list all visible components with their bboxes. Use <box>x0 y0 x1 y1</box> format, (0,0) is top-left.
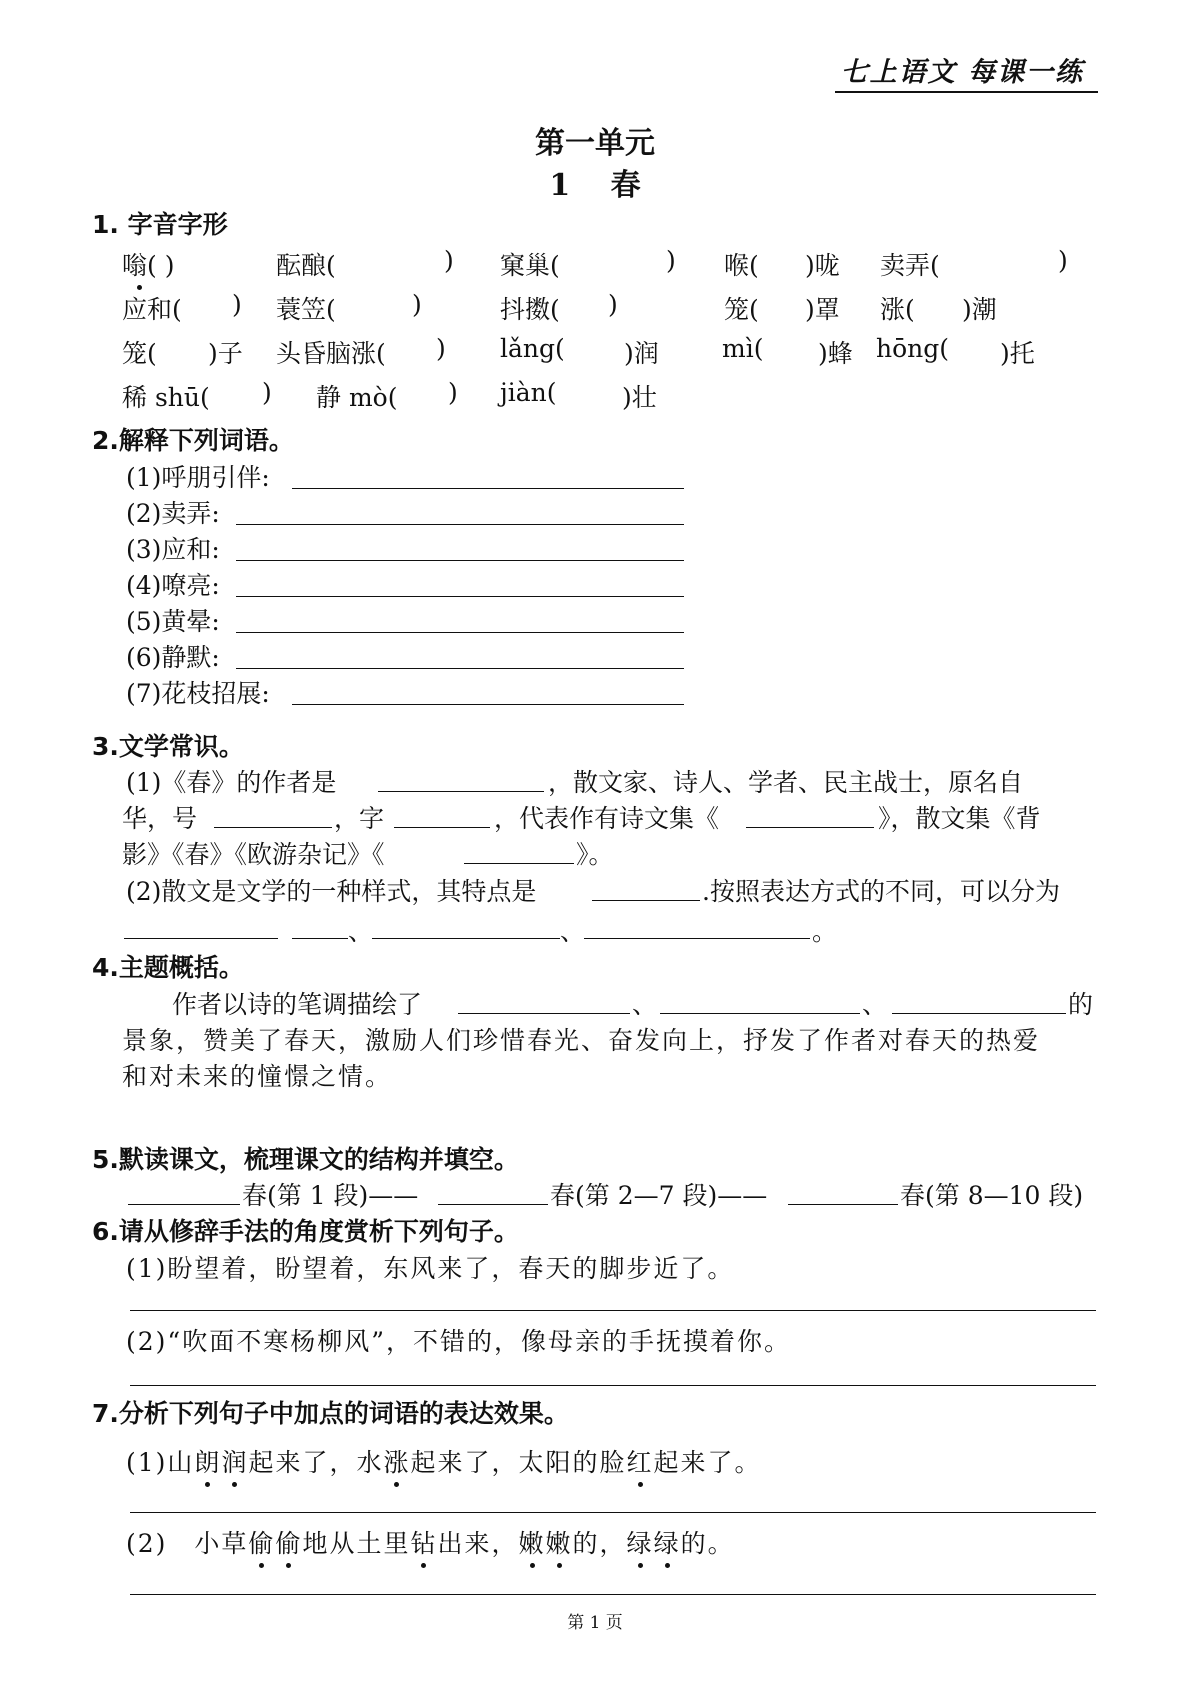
answer-line[interactable] <box>124 938 278 939</box>
pinyin-item: 笼( <box>122 339 157 368</box>
answer-line[interactable] <box>130 1385 1096 1386</box>
analysis-text: (2) 小草 <box>126 1529 249 1558</box>
analysis-text: (1)山 <box>126 1448 195 1477</box>
rhetoric-question: (1)盼望着，盼望着，东风来了，春天的脚步近了。 <box>126 1254 735 1283</box>
answer-line[interactable] <box>746 827 874 828</box>
lit-text: 、 <box>560 917 586 946</box>
vocab-label: (3)应和: <box>126 535 220 564</box>
pinyin-row-1 <box>0 246 1190 278</box>
answer-line[interactable] <box>236 524 684 525</box>
page-number: 第 1 页 <box>567 1613 623 1633</box>
answer-line[interactable] <box>292 938 348 939</box>
section-2-heading: 2.解释下列词语。 <box>92 426 294 455</box>
theme-text: 、 <box>632 990 658 1019</box>
pinyin-row-4 <box>0 378 1190 410</box>
pinyin-item: ) <box>436 334 446 363</box>
answer-line[interactable] <box>130 1512 1096 1513</box>
pinyin-item: 头昏脑涨( <box>276 339 386 368</box>
structure-text: 春(第 8—10 段) <box>900 1181 1084 1210</box>
answer-line[interactable] <box>292 704 684 705</box>
lit-line-3 <box>0 835 1190 869</box>
theme-text: 的 <box>1068 990 1094 1019</box>
answer-line[interactable] <box>438 1204 548 1205</box>
pinyin-item: ) <box>444 246 454 275</box>
dotted-char: 偷 <box>248 1524 275 1560</box>
answer-line[interactable] <box>592 900 700 901</box>
vocab-label: (6)静默: <box>126 643 220 672</box>
section-7-heading: 7.分析下列句子中加点的词语的表达效果。 <box>92 1399 569 1428</box>
vocab-label: (1)呼朋引伴: <box>126 463 270 492</box>
vocab-label: (7)花枝招展: <box>126 679 270 708</box>
pinyin-row-2 <box>0 290 1190 322</box>
lit-line-5 <box>0 910 1190 944</box>
answer-line[interactable] <box>130 1310 1096 1311</box>
pinyin-item: 嗡( <box>122 246 157 282</box>
analysis-question <box>126 1524 735 1560</box>
dotted-char: 嫩 <box>519 1524 546 1560</box>
pinyin-item: )壮 <box>622 383 657 412</box>
answer-line[interactable] <box>236 560 684 561</box>
answer-line[interactable] <box>236 632 684 633</box>
analysis-question <box>126 1443 762 1479</box>
dotted-char: 绿 <box>627 1524 654 1560</box>
dotted-char: 绿 <box>654 1524 681 1560</box>
answer-line[interactable] <box>214 827 332 828</box>
pinyin-item: 蓑笠( <box>276 295 336 324</box>
structure-text: 春(第 2—7 段)—— <box>550 1181 768 1210</box>
pinyin-item: ) <box>448 378 458 407</box>
pinyin-item: jiàn( <box>500 378 557 407</box>
pinyin-item: )子 <box>208 339 243 368</box>
vocab-label: (2)卖弄: <box>126 499 220 528</box>
pinyin-item: ) <box>262 378 272 407</box>
pinyin-item: 喉( <box>724 251 759 280</box>
lit-text: 、 <box>348 917 374 946</box>
pinyin-item: lǎng( <box>500 334 565 363</box>
section-6-heading: 6.请从修辞手法的角度赏析下列句子。 <box>92 1217 519 1246</box>
pinyin-item: )咙 <box>805 251 840 280</box>
pinyin-item: )蜂 <box>818 339 853 368</box>
pinyin-item: )托 <box>1000 339 1035 368</box>
pinyin-item: hōng( <box>876 334 950 363</box>
answer-line[interactable] <box>130 1594 1096 1595</box>
answer-line[interactable] <box>236 668 684 669</box>
answer-line[interactable] <box>892 1013 1066 1014</box>
lit-line-2 <box>0 799 1190 833</box>
analysis-text: 起来了，水 <box>248 1448 384 1477</box>
lit-text: ，散文家、诗人、学者、民主战士，原名自 <box>548 768 1024 797</box>
answer-line[interactable] <box>128 1204 240 1205</box>
lit-line-1 <box>0 763 1190 797</box>
analysis-text: 地从土里 <box>302 1529 411 1558</box>
answer-line[interactable] <box>458 1013 630 1014</box>
pinyin-item: 静 mò( <box>316 383 398 412</box>
pinyin-item: )润 <box>624 339 659 368</box>
pinyin-item: ) <box>232 290 242 319</box>
lit-line-4 <box>0 872 1190 906</box>
pinyin-item: )潮 <box>962 295 997 324</box>
lit-text: 。 <box>812 917 838 946</box>
pinyin-item: 稀 shū( <box>122 383 210 412</box>
lit-text: 华，号 <box>122 804 198 833</box>
dotted-char: 润 <box>221 1443 248 1479</box>
unit-title: 第一单元 <box>535 126 655 161</box>
structure-text: 春(第 1 段)—— <box>242 1181 419 1210</box>
header-label: 七上语文 每课一练 <box>835 50 1098 93</box>
pinyin-item: 涨( <box>880 295 915 324</box>
analysis-text: 的， <box>572 1529 627 1558</box>
section-5-heading: 5.默读课文，梳理课文的结构并填空。 <box>92 1145 519 1174</box>
answer-line[interactable] <box>584 938 810 939</box>
theme-line-1 <box>0 985 1190 1019</box>
pinyin-item: mì( <box>722 334 764 363</box>
lit-text: ，字 <box>334 804 385 833</box>
answer-line[interactable] <box>378 791 544 792</box>
answer-line[interactable] <box>236 596 684 597</box>
pinyin-item: 应和( <box>122 295 182 324</box>
lesson-title: 1 春 <box>549 168 641 203</box>
section-1-heading: 1. 字音字形 <box>92 210 228 239</box>
dotted-char: 涨 <box>383 1443 410 1479</box>
analysis-text: 的。 <box>680 1529 735 1558</box>
pinyin-item: ) <box>1058 246 1068 275</box>
analysis-text: 起来了。 <box>653 1448 762 1477</box>
analysis-text: 出来， <box>437 1529 519 1558</box>
pinyin-item: 抖擞( <box>500 295 560 324</box>
lit-text: 影》《春》《欧游杂记》《 <box>122 840 385 869</box>
pinyin-item: 卖弄( <box>880 251 940 280</box>
answer-line[interactable] <box>372 938 560 939</box>
structure-line <box>0 1176 1190 1210</box>
vocab-label: (5)黄晕: <box>126 607 220 636</box>
dotted-char: 红 <box>627 1443 654 1479</box>
answer-line[interactable] <box>660 1013 860 1014</box>
lit-text: 》，散文集《背 <box>878 804 1041 833</box>
theme-text: 和对未来的憧憬之情。 <box>122 1062 393 1091</box>
section-3-heading: 3.文学常识。 <box>92 732 244 761</box>
lit-text: (2)散文是文学的一种样式，其特点是 <box>126 877 537 906</box>
analysis-text: 起来了，太阳的脸 <box>410 1448 627 1477</box>
theme-text: 作者以诗的笔调描绘了 <box>172 990 423 1019</box>
pinyin-item: ) <box>156 251 175 280</box>
pinyin-item: ) <box>666 246 676 275</box>
answer-line[interactable] <box>788 1204 898 1205</box>
theme-text: 景象，赞美了春天，激励人们珍惜春光、奋发向上，抒发了作者对春天的热爱 <box>122 1026 1041 1055</box>
answer-line[interactable] <box>464 863 574 864</box>
pinyin-item: 酝酿( <box>276 251 336 280</box>
lit-text: .按照表达方式的不同，可以分为 <box>702 877 1060 906</box>
answer-line[interactable] <box>394 827 490 828</box>
pinyin-item: 窠巢( <box>500 251 560 280</box>
pinyin-item: ) <box>412 290 422 319</box>
pinyin-row-3 <box>0 334 1190 366</box>
dotted-char: 嫩 <box>546 1524 573 1560</box>
theme-text: 、 <box>862 990 888 1019</box>
pinyin-item: ) <box>608 290 618 319</box>
dotted-char: 钻 <box>410 1524 437 1560</box>
pinyin-item: )罩 <box>805 295 840 324</box>
vocab-label: (4)嘹亮: <box>126 571 220 600</box>
pinyin-item: 笼( <box>724 295 759 324</box>
section-4-heading: 4.主题概括。 <box>92 953 244 982</box>
dotted-char: 朗 <box>194 1443 221 1479</box>
answer-line[interactable] <box>292 488 684 489</box>
dotted-char: 偷 <box>275 1524 302 1560</box>
rhetoric-question: (2)“吹面不寒杨柳风”，不错的，像母亲的手抚摸着你。 <box>126 1327 791 1356</box>
lit-text: 》。 <box>576 840 614 869</box>
lit-text: ，代表作有诗文集《 <box>494 804 720 833</box>
lit-text: (1)《春》的作者是 <box>126 768 337 797</box>
